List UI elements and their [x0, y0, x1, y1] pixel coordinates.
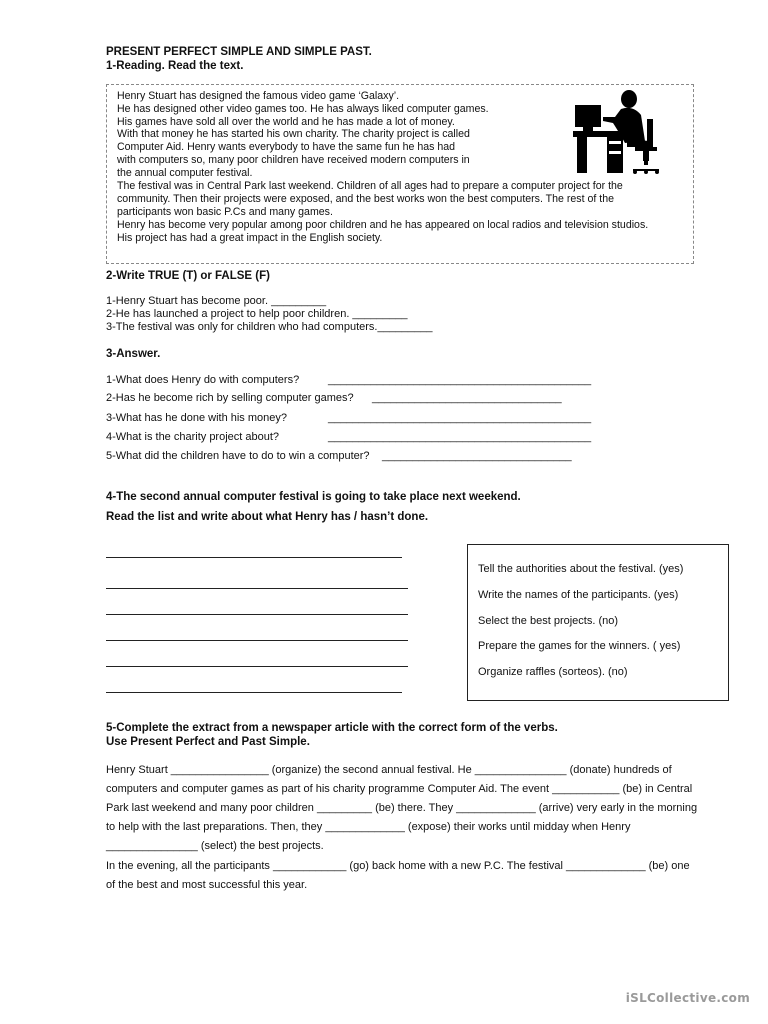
- cloze-line: _______________ (select) the best projects.: [106, 840, 324, 852]
- answer-blank: ___________________________________________: [328, 412, 592, 424]
- reading-line: He has designed other video games too. He has always liked computer games.: [117, 103, 489, 115]
- task-list-item: Write the names of the participants. (yes): [478, 589, 679, 601]
- reading-line: With that money he has started his own charity. The charity project is called: [117, 128, 470, 140]
- reading-line: His games have sold all over the world and he has made a lot of money.: [117, 116, 455, 128]
- cloze-line: Henry Stuart ________________ (organize) the second annual festival. He _______________ (donate) hundreds of: [106, 764, 672, 776]
- question: 5-What did the children have to do to win a computer?: [106, 450, 370, 462]
- reading-line: with computers so, many poor children have received modern computers in: [117, 154, 470, 166]
- writing-line: [106, 692, 402, 693]
- section-4-heading: 4-The second annual computer festival is going to take place next weekend.: [106, 491, 521, 503]
- section-4-subheading: Read the list and write about what Henry has / hasn’t done.: [106, 511, 429, 523]
- answer-blank: ___________________________________________: [328, 431, 592, 443]
- person-at-computer-icon: [573, 89, 663, 175]
- task-list-item: Prepare the games for the winners. ( yes): [478, 640, 681, 652]
- reading-line: participants won basic P.Cs and many games.: [117, 206, 333, 218]
- worksheet-title: PRESENT PERFECT SIMPLE AND SIMPLE PAST.: [106, 46, 372, 58]
- true-false-item: 1-Henry Stuart has become poor. _________: [106, 295, 327, 307]
- answer-blank: _______________________________: [372, 392, 562, 404]
- answer-blank: ___________________________________________: [328, 374, 592, 386]
- reading-line: community. Then their projects were exposed, and the best works won the best computers. The rest of the: [117, 193, 614, 205]
- task-list-box: [467, 544, 729, 701]
- true-false-item: 2-He has launched a project to help poor children. _________: [106, 308, 408, 320]
- writing-line: [106, 588, 408, 589]
- question: 1-What does Henry do with computers?: [106, 374, 300, 386]
- cloze-line: to help with the last preparations. Then, they _____________ (expose) their works until midday when Henry: [106, 821, 631, 833]
- cloze-line: of the best and most successful this year.: [106, 879, 308, 891]
- reading-line: Computer Aid. Henry wants everybody to have the same fun he has had: [117, 141, 456, 153]
- reading-line: Henry has become very popular among poor children and he has appeared on local radios and television studios.: [117, 219, 649, 231]
- writing-line: [106, 666, 408, 667]
- cloze-line: Park last weekend and many poor children _________ (be) there. They _____________ (arrive) very early in the morning: [106, 802, 698, 814]
- task-list-item: Tell the authorities about the festival. (yes): [478, 563, 684, 575]
- section-3-heading: 3-Answer.: [106, 348, 161, 360]
- task-list-item: Organize raffles (sorteos). (no): [478, 666, 628, 678]
- question: 3-What has he done with his money?: [106, 412, 287, 424]
- task-list-item: Select the best projects. (no): [478, 615, 619, 627]
- site-watermark: iSLCollective.com: [625, 991, 750, 1005]
- cloze-line: In the evening, all the participants ____________ (go) back home with a new P.C. The festival _____________ (be) one: [106, 860, 690, 872]
- section-2-heading: 2-Write TRUE (T) or FALSE (F): [106, 270, 270, 282]
- writing-line: [106, 640, 408, 641]
- answer-blank: _______________________________: [382, 450, 572, 462]
- writing-line: [106, 557, 402, 558]
- question: 4-What is the charity project about?: [106, 431, 280, 443]
- section-5-subheading: Use Present Perfect and Past Simple.: [106, 736, 310, 748]
- cloze-line: computers and computer games as part of his charity programme Computer Aid. The event ___________ (be) in Central: [106, 783, 693, 795]
- reading-line: The festival was in Central Park last weekend. Children of all ages had to prepare a computer project for the: [117, 180, 623, 192]
- section-5-heading: 5-Complete the extract from a newspaper article with the correct form of the verbs.: [106, 722, 558, 734]
- section-1-heading: 1-Reading. Read the text.: [106, 60, 244, 72]
- reading-text-box: [106, 84, 694, 264]
- reading-line: His project has had a great impact in the English society.: [117, 232, 383, 244]
- reading-line: the annual computer festival.: [117, 167, 253, 179]
- reading-line: Henry Stuart has designed the famous video game ‘Galaxy’.: [117, 90, 400, 102]
- question: 2-Has he become rich by selling computer games?: [106, 392, 354, 404]
- true-false-item: 3-The festival was only for children who had computers._________: [106, 321, 433, 333]
- writing-line: [106, 614, 408, 615]
